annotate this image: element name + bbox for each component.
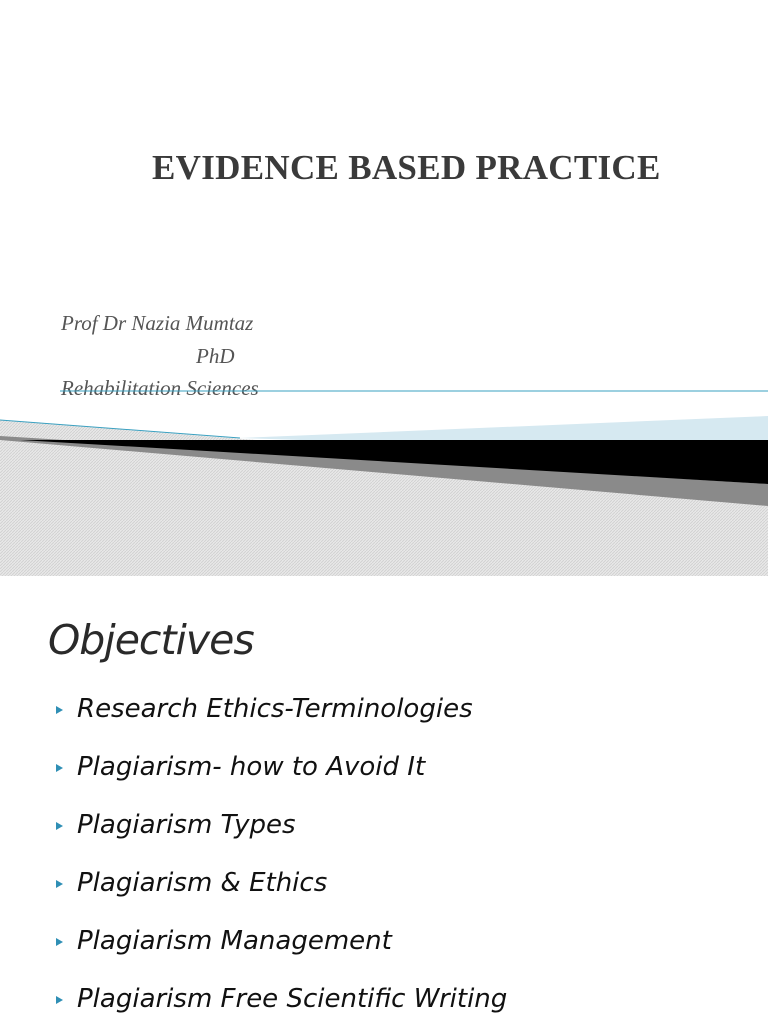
list-item-text: Plagiarism- how to Avoid It (77, 752, 426, 782)
light-blue-band (240, 416, 768, 440)
author-degree: PhD (196, 344, 235, 368)
bullet-arrow-icon (56, 706, 63, 714)
list-item-text: Research Ethics-Terminologies (77, 694, 473, 724)
decorative-band (0, 380, 768, 576)
list-item (56, 754, 507, 812)
objectives-list (56, 696, 507, 1024)
list-item (56, 928, 507, 986)
list-item (56, 812, 507, 870)
bullet-arrow-icon (56, 764, 63, 772)
objectives-title: Objectives (48, 616, 254, 664)
list-item-text: Plagiarism & Ethics (77, 868, 328, 898)
list-item-text: Plagiarism Free Scientific Writing (77, 984, 508, 1014)
author-name: Prof Dr Nazia Mumtaz (61, 311, 254, 335)
list-item-text: Plagiarism Types (77, 810, 296, 840)
list-item-text: Plagiarism Management (77, 926, 392, 956)
list-item (56, 986, 507, 1024)
bullet-arrow-icon (56, 938, 63, 946)
bullet-arrow-icon (56, 996, 63, 1004)
list-item (56, 696, 507, 754)
list-item (56, 870, 507, 928)
slide-title: EVIDENCE BASED PRACTICE (152, 148, 661, 187)
bullet-arrow-icon (56, 880, 63, 888)
objectives-slide (0, 576, 768, 1024)
author-department: Rehabilitation Sciences (61, 376, 259, 400)
bullet-arrow-icon (56, 822, 63, 830)
